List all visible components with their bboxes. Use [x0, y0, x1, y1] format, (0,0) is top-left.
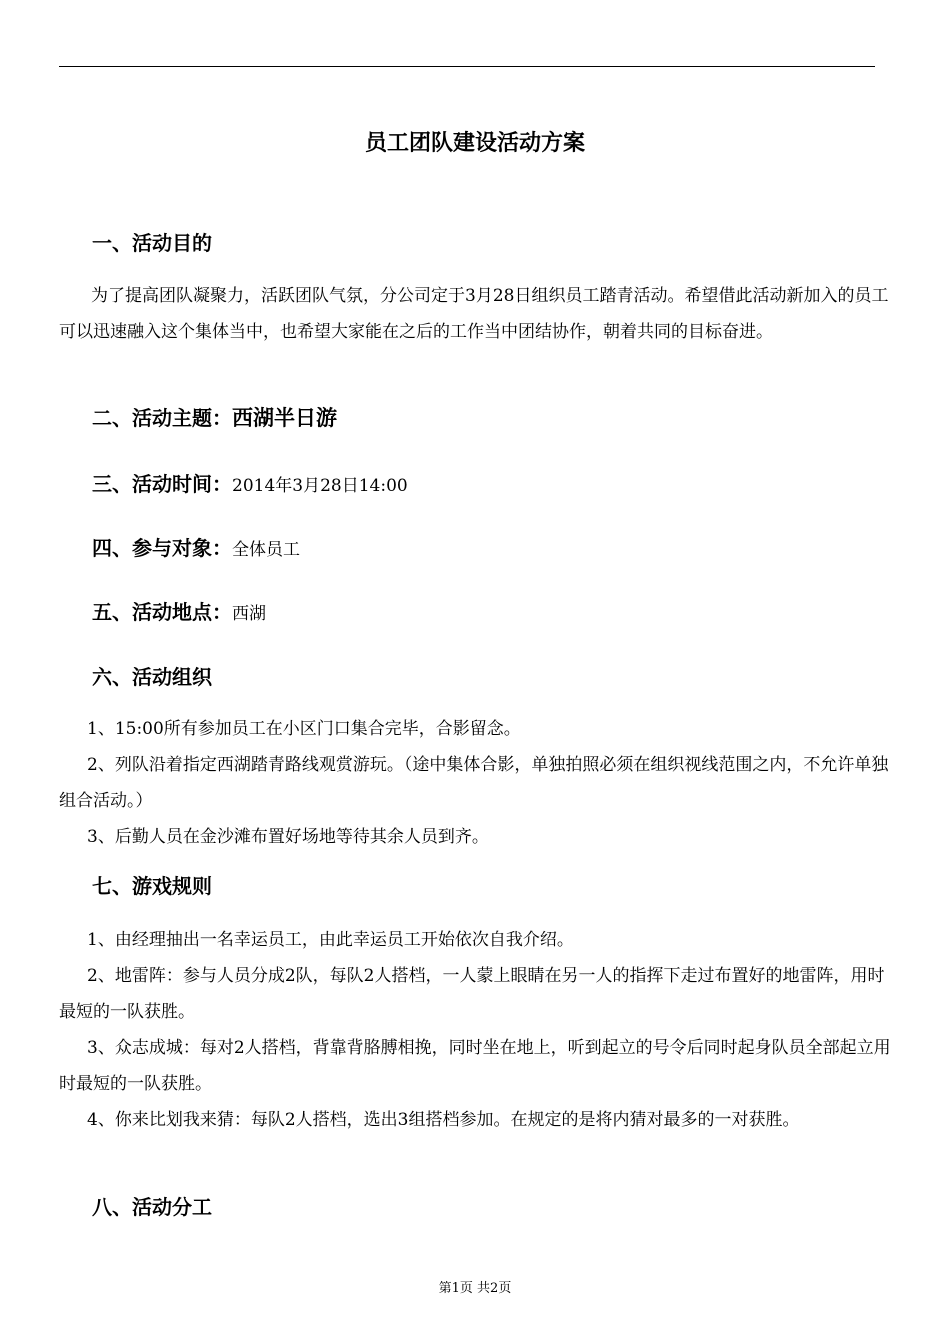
section-location-value: 西湖 [232, 604, 266, 624]
section-time [92, 469, 408, 501]
section-participants [92, 533, 300, 565]
section-rules-heading: 七、游戏规则 [92, 874, 212, 898]
organization-item-text: 3、后勤人员在金沙滩布置好场地等待其余人员到齐。 [87, 827, 489, 847]
section-organization-heading: 六、活动组织 [92, 665, 212, 689]
page-footer: 第1页 共2页 [438, 1281, 512, 1296]
header-rule [59, 66, 875, 67]
section-purpose-text [59, 278, 895, 350]
section-location-heading: 五、活动地点： [92, 600, 232, 624]
section-theme-heading: 二、活动主题： [92, 406, 232, 430]
section-participants-value: 全体员工 [232, 540, 300, 560]
section-time-value: 2014年3月28日14:00 [232, 476, 408, 496]
organization-item-1 [59, 711, 895, 747]
section-purpose-heading: 一、活动目的 [92, 231, 212, 255]
rules-item-text: 2、地雷阵：参与人员分成2队，每队2人搭档，一人蒙上眼睛在另一人的指挥下走过布置好的地雷阵，用时最短的一队获胜。 [59, 966, 885, 1022]
section-participants-heading: 四、参与对象： [92, 536, 232, 560]
document-title: 员工团队建设活动方案 [364, 131, 585, 156]
rules-item-text: 1、由经理抽出一名幸运员工，由此幸运员工开始依次自我介绍。 [87, 930, 574, 950]
section-location [92, 597, 266, 629]
organization-item-text: 1、15:00所有参加员工在小区门口集合完毕，合影留念。 [87, 719, 521, 739]
rules-item-4 [59, 1102, 895, 1138]
organization-item-2 [59, 747, 895, 819]
rules-item-1 [59, 922, 895, 958]
section-division-heading: 八、活动分工 [92, 1195, 212, 1219]
section-time-heading: 三、活动时间： [92, 472, 232, 496]
rules-item-2 [59, 958, 895, 1030]
section-theme-value: 西湖半日游 [232, 406, 337, 430]
purpose-paragraph: 为了提高团队凝聚力，活跃团队气氛，分公司定于3月28日组织员工踏青活动。希望借此活动新加入的员工可以迅速融入这个集体当中，也希望大家能在之后的工作当中团结协作，朝着共同的目标奋进。 [59, 286, 889, 342]
rules-item-text: 3、众志成城：每对2人搭档，背靠背胳膊相挽，同时坐在地上，听到起立的号令后同时起身队员全部起立用时最短的一队获胜。 [59, 1038, 891, 1094]
organization-item-text: 2、列队沿着指定西湖踏青路线观赏游玩。（途中集体合影，单独拍照必须在组织视线范围之内，不允许单独组合活动。） [59, 755, 889, 811]
organization-item-3 [59, 819, 895, 855]
section-theme [92, 403, 337, 433]
rules-item-text: 4、你来比划我来猜：每队2人搭档，选出3组搭档参加。在规定的是将内猜对最多的一对获胜。 [87, 1110, 800, 1130]
rules-item-3 [59, 1030, 895, 1102]
